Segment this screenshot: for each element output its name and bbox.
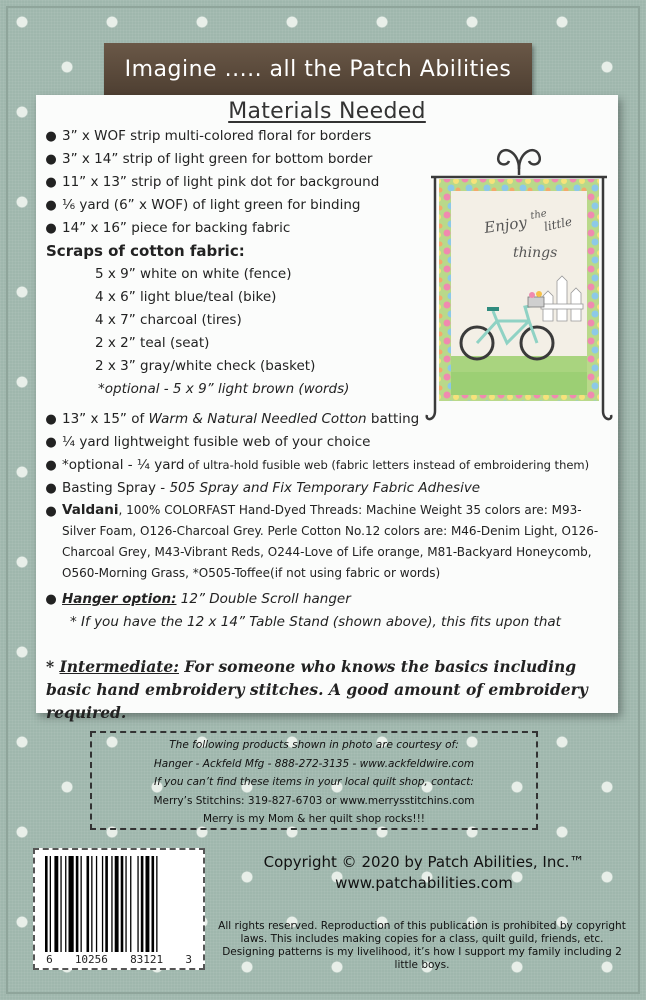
- barcode-bar: [102, 856, 103, 952]
- copyright: [214, 852, 634, 894]
- banner-text: Imagine ..... all the Patch Abilities: [124, 56, 512, 82]
- credits-box: [90, 731, 538, 830]
- barcode-bar: [115, 856, 119, 952]
- barcode-bar: [141, 856, 144, 952]
- scrap-item: 2 x 3” gray/white check (basket): [95, 358, 316, 374]
- barcode-bar: [60, 856, 61, 952]
- bullet-icon: ●: [45, 129, 57, 144]
- list-item: ● 3” x 14” strip of light green for bottom border: [40, 148, 618, 171]
- list-item: ● 11” x 13” strip of light pink dot for background: [40, 171, 618, 194]
- bullet-icon: ●: [45, 152, 57, 167]
- scraps-heading: Scraps of cotton fabric:: [46, 242, 245, 260]
- barcode-bars: [43, 856, 197, 954]
- scrap-item: 5 x 9” white on white (fence): [95, 266, 292, 282]
- barcode-bar: [125, 856, 126, 952]
- list-item: ● ¼ yard lightweight fusible web of your choice: [40, 431, 618, 454]
- copyright-line: Copyright © 2020 by Patch Abilities, Inc.™: [263, 853, 585, 871]
- scrap-item: 4 x 7” charcoal (tires): [95, 312, 242, 328]
- photo-word-3: little: [542, 214, 574, 234]
- barcode-digits: 6 10256 83121 3: [46, 953, 192, 966]
- list-item: ● ⅙ yard (6” x WOF) of light green for binding: [40, 194, 618, 217]
- barcode-bar: [65, 856, 66, 952]
- website-link[interactable]: www.patchabilities.com: [335, 874, 513, 892]
- materials-title: Materials Needed: [228, 99, 426, 124]
- list-item: ● 3” x WOF strip multi-colored floral for borders: [40, 125, 618, 148]
- barcode-bar: [50, 856, 51, 952]
- barcode-bar: [45, 856, 48, 952]
- barcode-bar: [146, 856, 150, 952]
- barcode-bar: [105, 856, 108, 952]
- scrap-item: 2 x 2” teal (seat): [95, 335, 210, 351]
- barcode-bar: [137, 856, 138, 952]
- barcode-bar: [87, 856, 90, 952]
- barcode-bar: [156, 856, 157, 952]
- photo-word-4: things: [513, 245, 558, 261]
- barcode-bar: [111, 856, 112, 952]
- credits-line-1: The following products shown in photo are courtesy of:: [169, 739, 459, 751]
- bullet-icon: ●: [45, 458, 57, 473]
- barcode-bar: [54, 856, 58, 952]
- list-item: ● Valdani, 100% COLORFAST Hand-Dyed Threads: Machine Weight 35 colors are: M93-Silver Foam, O126-Charcoal Grey. Perle Cotton No.12 colors are: M46-Denim Light, O126-Charcoal Grey, M43-Vibrant Reds, O244-Love of Life orange, M81-Backyard Honeycomb, O560-Morning Grass, *O505-Toffee(if not using fabric or words): [40, 500, 618, 584]
- bullet-icon: ●: [45, 435, 57, 450]
- scrap-optional: *optional - 5 x 9” light brown (words): [98, 381, 350, 397]
- barcode-bar: [121, 856, 124, 952]
- bullet-icon: ●: [45, 412, 57, 427]
- credits-line-3: If you can’t find these items in your local quilt shop, contact:: [154, 776, 474, 788]
- skill-level: * Intermediate: For someone who knows the basics including basic hand embroidery stitches. A good amount of embroidery required.: [46, 657, 588, 722]
- hanger-note: * If you have the 12 x 14” Table Stand (shown above), this fits upon that: [70, 614, 561, 630]
- scrap-item: 4 x 6” light blue/teal (bike): [95, 289, 277, 305]
- list-item: ● Hanger option: 12” Double Scroll hanger: [40, 588, 618, 611]
- barcode-bar: [76, 856, 79, 952]
- list-item: ● 14” x 16” piece for backing fabric: [40, 217, 618, 240]
- photo-word-2: the: [529, 208, 548, 222]
- barcode-bar: [69, 856, 74, 952]
- bullet-icon: ●: [45, 198, 57, 213]
- bullet-icon: ●: [45, 592, 57, 607]
- barcode-bar: [130, 856, 131, 952]
- bullet-icon: ●: [45, 221, 57, 236]
- bullet-icon: ●: [45, 481, 57, 496]
- photo-word-1: Enjoy: [483, 213, 528, 237]
- barcode-bar: [152, 856, 155, 952]
- credits-line-5: Merry is my Mom & her quilt shop rocks!!!: [203, 813, 425, 825]
- rights-notice: All rights reserved. Reproduction of this publication is prohibited by copyright laws. This includes making copies for a class, quilt guild, friends, etc. Designing patterns is my livelihood, it’s how I support my family including 2 little boys.: [218, 920, 626, 971]
- credits-line-4: Merry’s Stitchins: 319-827-6703 or www.merrysstitchins.com: [153, 794, 475, 807]
- bullet-icon: ●: [45, 504, 57, 519]
- barcode: [33, 848, 205, 970]
- barcode-bar: [96, 856, 97, 952]
- title-banner: [104, 43, 532, 95]
- materials-panel: [36, 95, 618, 722]
- credits-line-2: Hanger - Ackfeld Mfg - 888-272-3135 - www.ackfeldwire.com: [153, 757, 475, 770]
- bullet-icon: ●: [45, 175, 57, 190]
- barcode-bar: [91, 856, 92, 952]
- materials-list: [40, 125, 618, 634]
- list-item: ● Basting Spray - 505 Spray and Fix Temporary Fabric Adhesive: [40, 477, 618, 500]
- barcode-bar: [81, 856, 82, 952]
- list-item: ● 13” x 15” of Warm & Natural Needled Cotton batting: [40, 408, 618, 431]
- list-item: ● *optional - ¼ yard of ultra-hold fusible web (fabric letters instead of embroidering them): [40, 454, 618, 477]
